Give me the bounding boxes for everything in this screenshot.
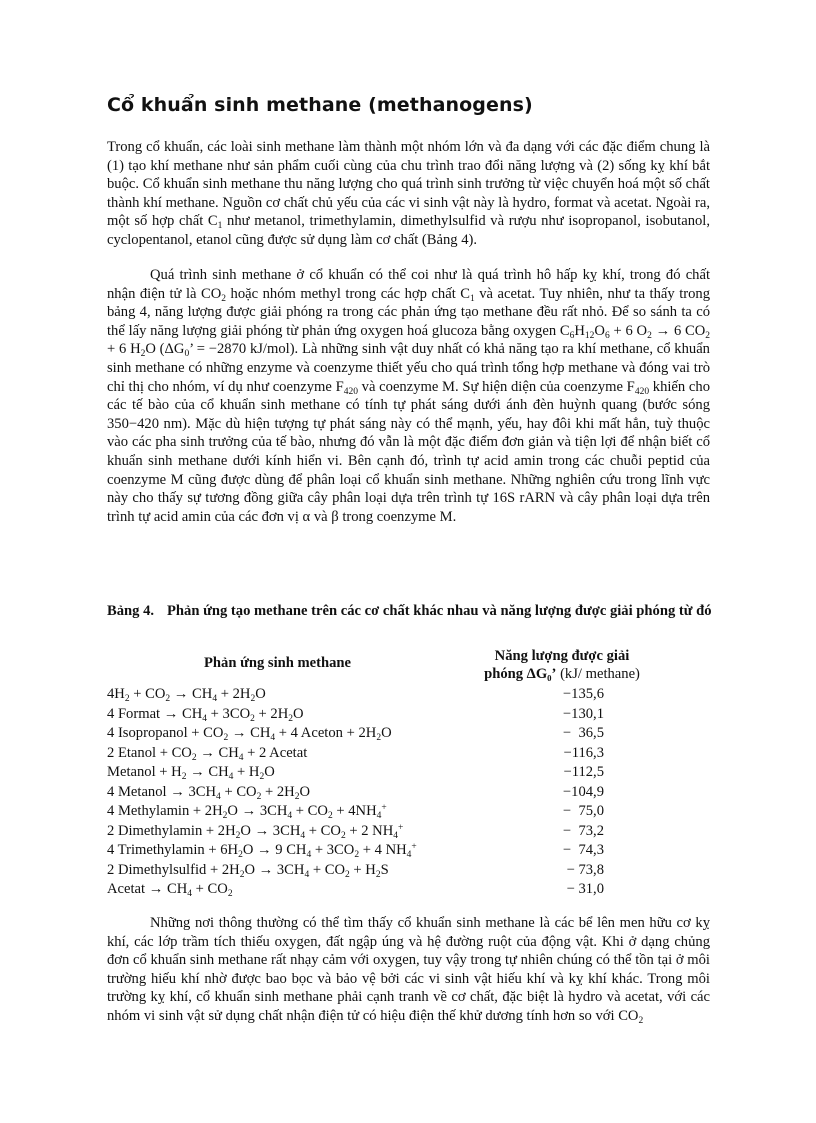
header-energy-line2: phóng ΔG₀’ <box>484 666 557 682</box>
paragraph-habitat: Những nơi thông thường có thể tìm thấy cổ khuẩn sinh methane là các bể lên men hữu cơ kỵ khí, các lớp trầm tích thiếu oxygen, đất ngập úng và hệ đường ruột của động vật. Khi ở dạng chủng đơn cổ khuẩn sinh methane rất nhạy cảm với oxygen, tuy vậy trong tự nhiên chúng có thể tồn tại ở môi trường hiếu khí nhờ được bao bọc và bảo vệ bởi các vi sinh vật hiếu khí và kỵ khí khác. Trong môi trường kỵ khí, cổ khuẩn sinh methane phải cạnh tranh về cơ chất, đặc biệt là hydro và acetat, với các nhóm vi sinh vật sử dụng chất nhận điện tử có hiệu điện thế khử dương tính hơn so với $CO_2$ <box>107 915 710 1026</box>
reaction-cell: 4 Trimethylamin + $6H_2O \to 9$ $CH_4 + 3CO_2 + 4$ $NH_4^+$ <box>107 842 417 860</box>
energy-value-cell: − 31,0 <box>566 881 604 897</box>
table-row <box>107 802 677 821</box>
paragraph-intro: Trong cổ khuẩn, các loài sinh methane làm thành một nhóm lớn và đa dạng với các đặc điểm chung là (1) tạo khí methane như sản phẩm cuối cùng của chu trình trao đổi năng lượng và (2) sống kỵ khí bắt buộc. Cổ khuẩn sinh methane thu năng lượng cho quá trình sinh trưởng từ việc chuyển hoá một số chất thành khí methane. Nguồn cơ chất chủ yếu của các vi sinh vật này là hydro, format và acetat. Ngoài ra, một số hợp chất $C_1$ như metanol, trimethylamin, dimethylsulfid và rượu như isopropanol, isobutanol, cyclopentanol, etanol cũng được sử dụng làm cơ chất (Bảng 4). <box>107 139 710 248</box>
energy-value-cell: − 73,2 <box>562 822 604 839</box>
energy-value-cell: − 36,5 <box>562 725 604 741</box>
reaction-cell: $4H_2 + CO_2 \to CH_4 + 2H_2O$ <box>107 686 266 704</box>
reaction-cell: Acetat → $CH_4 + CO_2$ <box>107 881 233 899</box>
table-caption-text: Phản ứng tạo methane trên các cơ chất khác nhau và năng lượng được giải phóng từ đó <box>167 603 712 619</box>
reaction-cell: 4 Methylamin + $2H_2O \to 3CH_4 + CO_2 + 4NH_4^+$ <box>107 803 387 821</box>
table-row <box>107 685 677 704</box>
table-row <box>107 783 677 802</box>
energy-value-cell: − 75,0 <box>562 803 604 819</box>
table-row <box>107 744 677 763</box>
reaction-cell: 4 Isopropanol + $CO_2 \to CH_4 + 4$ Aceton + $2H_2O$ <box>107 725 392 743</box>
energy-value-cell: − 73,8 <box>566 861 604 878</box>
table-label: Bảng 4. <box>107 603 155 619</box>
reaction-cell: 2 Etanol + $CO_2 \to CH_4 + 2$ Acetat <box>107 744 308 763</box>
header-energy-line1: Năng lượng được giải <box>494 648 630 664</box>
table-row <box>107 724 677 743</box>
reaction-cell: 4 Metanol → $3CH_4 + CO_2 + 2H_2O$ <box>107 783 311 802</box>
energy-value-cell: −135,6 <box>562 686 604 702</box>
table-header-energy <box>477 647 647 683</box>
table-row <box>107 880 677 899</box>
energy-value-cell: −116,3 <box>563 744 604 761</box>
energy-value-cell: −104,9 <box>562 783 604 800</box>
energy-value-cell: −130,1 <box>562 705 604 722</box>
paragraph-respiration: Quá trình sinh methane ở cổ khuẩn có thể coi như là quá trình hô hấp kỵ khí, trong đó chất nhận điện tử là $CO_2$ hoặc nhóm methyl trong các hợp chất $C_1$ và acetat. Tuy nhiên, như ta thấy trong bảng 4, năng lượng được giải phóng ra trong các phản ứng tạo methane đều rất nhỏ. Để so sánh ta có thể lấy năng lượng giải phóng từ phản ứng oxygen hoá glucoza bằng oxygen $C_6H_{12}O_6 + 6$ $O_2 \to 6$ $CO_2 + 6$ $H_2O$ ($\Delta G_0$’ = −2870 kJ/mol). Là những sinh vật duy nhất có khả năng tạo ra khí methane, cổ khuẩn sinh methane có những enzyme và coenzyme thiết yếu cho quá trình tổng hợp methane và đóng vai trò chỉ thị cho nhóm, ví dụ như coenzyme $F_{420}$ và coenzyme M. Sự hiện diện của coenzyme $F_{420}$ khiến cho các tế bào của cổ khuẩn sinh methane có tính tự phát sáng dưới ánh đèn huỳnh quang (bước sóng 350−420 nm). Mặc dù hiện tượng tự phát sáng này có thể mạnh, yếu, hay đôi khi mất hẳn, tuỳ thuộc vào các pha sinh trưởng của tế bào, nhưng đó vẫn là một đặc điểm đơn giản và tiện lợi để nhận biết cổ khuẩn sinh methane dưới kính hiển vi. Bên cạnh đó, trình tự acid amin trong các chuỗi peptid của coenzyme M cũng được dùng để phân loại cổ khuẩn sinh methane. Những nghiên cứu trong lĩnh vực này cho thấy sự tương đồng giữa cây phân loại dựa trên trình tự 16S rARN và cây phân loại dựa trên trình tự acid amin của các đơn vị α và β trong coenzyme M. <box>107 267 711 525</box>
table-row <box>107 705 677 724</box>
table-row <box>107 822 677 841</box>
header-energy-unit: (kJ/ methane) <box>556 666 640 682</box>
reaction-cell: 2 Dimethylsulfid + $2H_2O \to 3CH_4 + CO_2 + H_2S$ <box>107 861 389 880</box>
table-row <box>107 841 677 860</box>
energy-value-cell: −112,5 <box>563 764 604 780</box>
energy-value-cell: − 74,3 <box>562 842 604 858</box>
table-row <box>107 861 677 880</box>
reaction-cell: 2 Dimethylamin + $2H_2O \to 3CH_4 + CO_2 + 2$ $NH_4^+$ <box>107 822 404 841</box>
section-title: Cổ khuẩn sinh methane (methanogens) <box>107 94 533 116</box>
reaction-cell: Metanol + $H_2 \to CH_4 + H_2O$ <box>107 764 275 782</box>
table-header-reaction: Phản ứng sinh methane <box>204 655 352 671</box>
table-row <box>107 763 677 782</box>
reaction-cell: 4 Format → $CH_4 + 3CO_2 + 2H_2O$ <box>107 705 304 724</box>
